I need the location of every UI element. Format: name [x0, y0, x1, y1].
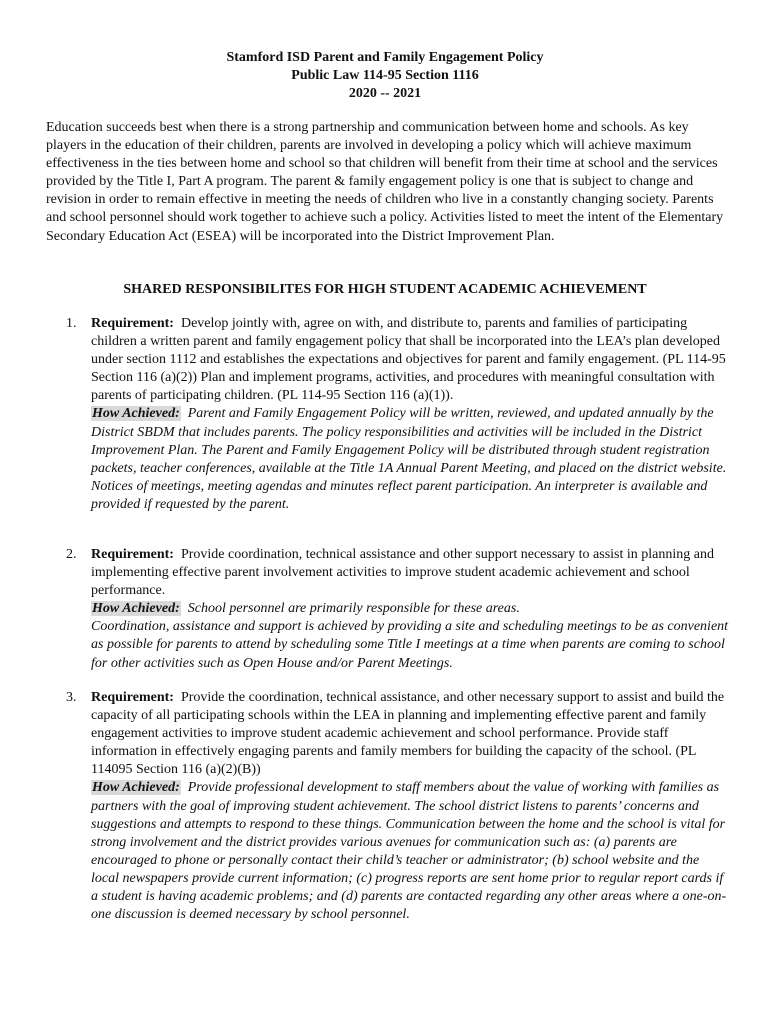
how-achieved-text: Provide professional development to staff members about the value of working with families as partners with the goal of improving student achievement. The school district listens to parents’ concerns and suggestions and attempts to respond to these things. Communication between the home and the school is vital for strong involvement and the district provides various avenues for communication such as: (a) parents are encouraged to phone or personally contact their child’s teacher or administrator; (b) school website and the local newspapers provide current information; (c) progress reports are sent home prior to regular report cards if a student is having academic problems; and (d) parents are contacted regarding any other areas where a one-on-one discussion is deemed necessary by school personnel. [91, 780, 727, 923]
how-achieved-label: How Achieved: [92, 406, 180, 422]
document-title: Stamford ISD Parent and Family Engagement Policy [226, 50, 544, 65]
how-achieved-text: Parent and Family Engagement Policy will be written, reviewed, and updated annually by the District SBDM that includes parents. The policy responsibilities and activities will be included in the District Improvement Plan. The Parent and Family Engagement Policy will be distributed through student registration packets, teacher conferences, available at the Title 1A Annual Parent Meeting, and placed on the district website. Notices of meetings, meeting agendas and minutes reflect parent participation. An interpreter is available and provided if requested by the parent. [91, 406, 727, 512]
document-subtitle: Public Law 114-95 Section 1116 [291, 68, 479, 83]
document-year: 2020 -- 2021 [348, 86, 422, 101]
intro-paragraph: Education succeeds best when there is a strong partnership and communication between home and schools. As key players in the education of their children, parents are involved in developing a policy which will achieve maximum effectiveness in the ties between home and school so that children will benefit from their time at school and the services provided by the Title I, Part A program. The parent & family engagement policy is one that is subject to change and revision in order to remain effective in meeting the needs of children who live in a constantly changing society. Parents and school personnel should work together to achieve such a policy. Activities listed to meet the intent of the Elementary Secondary Education Act (ESEA) will be incorporated into the District Improvement Plan. [46, 120, 724, 244]
item-body [91, 546, 730, 673]
item-body [91, 689, 730, 924]
requirement-label: Requirement: [91, 690, 174, 705]
item-body [91, 315, 730, 514]
how-achieved-label: How Achieved: [92, 601, 180, 617]
item-number: 3. [66, 690, 77, 705]
requirement-text: Develop jointly with, agree on with, and distribute to, parents and families of participating children a written parent and family engagement policy that shall be incorporated into the LEA’s plan developed under section 1112 and establishes the expectations and objectives for parent and family engagement. (PL 114-95 Section 116 (a)(2)) Plan and implement programs, activities, and procedures with meaningful consultation with parents of participating children. (PL 114-95 Section 116 (a)(1)). [91, 316, 726, 404]
requirement-label: Requirement: [91, 316, 174, 331]
section-heading: SHARED RESPONSIBILITES FOR HIGH STUDENT ACADEMIC ACHIEVEMENT [123, 282, 647, 297]
requirement-text: Provide the coordination, technical assistance, and other necessary support to assist and build the capacity of all participating schools within the LEA in planning and implementing effective parent and family engagement activities to improve student academic achievement and school performance. Provide staff information in effectively engaging parents and family members for building the capacity of the school. (PL 114095 Section 116 (a)(2)(B)) [91, 690, 725, 778]
item-number: 1. [66, 316, 77, 331]
item-number: 2. [66, 547, 77, 562]
how-achieved-label: How Achieved: [92, 780, 180, 796]
how-achieved-text-continued: Coordination, assistance and support is achieved by providing a site and scheduling meetings to be as convenient as possible for parents to attend by scheduling some Title I meetings at a time when parents are coming to school for other activities such as Open House and/or Parent Meetings. [91, 619, 729, 671]
requirement-label: Requirement: [91, 547, 174, 562]
requirement-text: Provide coordination, technical assistance and other support necessary to assist in planning and implementing effective parent involvement activities to improve student academic achievement and school performance. [91, 547, 714, 599]
document-header [0, 49, 770, 103]
how-achieved-text: School personnel are primarily responsible for these areas. [187, 601, 520, 617]
